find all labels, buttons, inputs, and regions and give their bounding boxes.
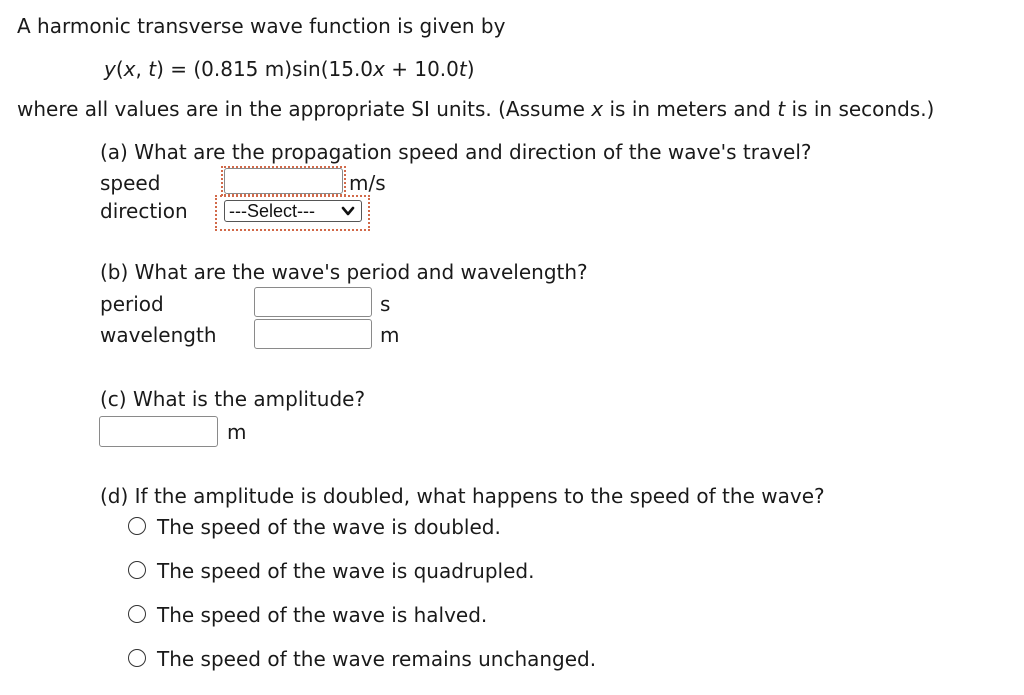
radio-option-label[interactable]: The speed of the wave remains unchanged. — [157, 647, 597, 671]
speed-label: speed — [100, 171, 161, 195]
radio-empty-icon[interactable] — [128, 649, 146, 667]
speed-input[interactable] — [224, 168, 343, 194]
si-units-note — [17, 97, 934, 121]
eq-var-x2: x — [373, 57, 385, 81]
period-label: period — [100, 292, 164, 316]
radio-option-label[interactable]: The speed of the wave is doubled. — [157, 515, 501, 539]
eq-var-t2: t — [458, 57, 467, 81]
amplitude-input[interactable] — [99, 416, 218, 447]
question-d: (d) If the amplitude is doubled, what happens to the speed of the wave? — [100, 484, 825, 508]
direction-select-value: ---Select--- — [229, 201, 315, 221]
wavelength-input[interactable] — [254, 319, 372, 349]
period-unit: s — [380, 292, 391, 316]
speed-unit: m/s — [349, 171, 386, 195]
direction-label: direction — [100, 199, 188, 223]
chevron-down-icon — [341, 204, 355, 218]
radio-empty-icon[interactable] — [128, 517, 146, 535]
note-part-c: is in seconds.) — [785, 97, 935, 121]
radio-option-label[interactable]: The speed of the wave is quadrupled. — [157, 559, 535, 583]
eq-plus: + 10.0 — [384, 57, 459, 81]
radio-empty-icon[interactable] — [128, 561, 146, 579]
wavelength-unit: m — [380, 323, 400, 347]
period-input[interactable] — [254, 287, 372, 317]
wave-equation — [104, 57, 475, 81]
note-var-x: x — [591, 97, 604, 121]
intro-text: A harmonic transverse wave function is given by — [17, 14, 506, 38]
question-a: (a) What are the propagation speed and direction of the wave's travel? — [100, 140, 812, 164]
eq-paren: ( — [115, 57, 124, 81]
eq-var-x: x — [123, 57, 136, 81]
note-var-t: t — [777, 97, 786, 121]
note-part-a: where all values are in the appropriate SI units. (Assume — [17, 97, 592, 121]
eq-comma: , — [135, 57, 149, 81]
question-b: (b) What are the wave's period and wavelength? — [100, 260, 588, 284]
question-c: (c) What is the amplitude? — [100, 387, 366, 411]
eq-var-t: t — [148, 57, 157, 81]
radio-empty-icon[interactable] — [128, 605, 146, 623]
eq-middle: ) = (0.815 m)sin(15.0 — [156, 57, 374, 81]
radio-option-label[interactable]: The speed of the wave is halved. — [157, 603, 488, 627]
note-part-b: is in meters and — [603, 97, 778, 121]
eq-var-y: y — [104, 57, 116, 81]
amplitude-unit: m — [227, 420, 247, 444]
direction-select[interactable] — [224, 200, 362, 222]
wavelength-label: wavelength — [100, 323, 217, 347]
eq-end: ) — [466, 57, 475, 81]
